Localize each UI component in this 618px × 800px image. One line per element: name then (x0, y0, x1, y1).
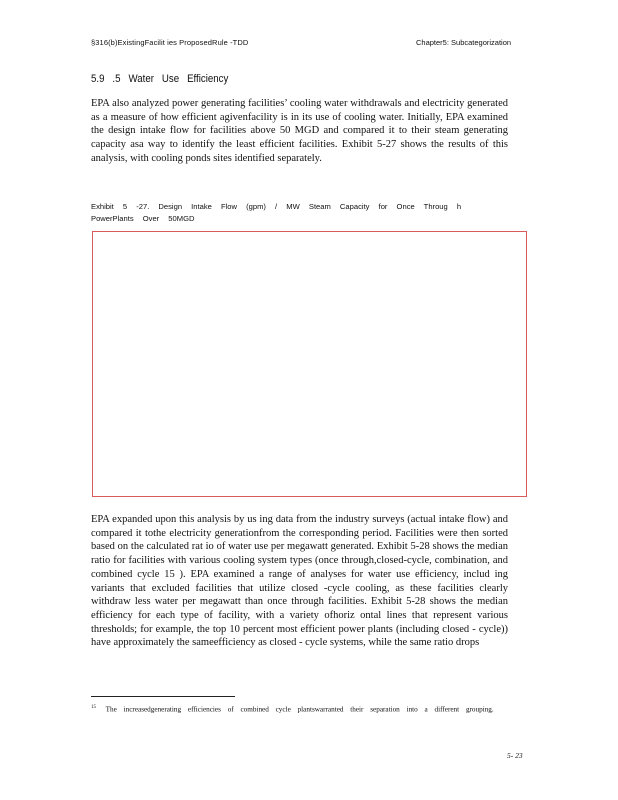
exhibit-title: Exhibit 5 -27. Design Intake Flow (gpm) / MW Steam Capacity for Once Throug h PowerPlants Over 50MGD (91, 202, 462, 223)
running-header-right: Chapter5: Subcategorization (416, 38, 512, 47)
footnote-divider (91, 696, 235, 697)
footnote-number: 15 (91, 705, 96, 710)
body-paragraph: EPA expanded upon this analysis by us ing data from the industry surveys (actual intake flow) and compared it tothe electricity generationfrom the corresponding period. Facilities were then sorted based on the calculated rat io of water use per megawatt generated. Exhibit 5-28 shows the median ratio for facilities with various cooling system types (once through,closed-cycle, combination, and combined cycle 15 ). EPA examined a range of analyses for water use efficiency, includ ing variants that excluded facilities that utilize closed -cycle cooling, as these facilities clearly withdraw less water per megawatt than once through facilities. Exhibit 5-28 shows the median efficiency for each type of facility, with a variety ofhoriz ontal lines that represent various thresholds; for example, the top 10 percent most efficient power plants (including closed - cycle)) have approximately the sameefficiency as closed - cycle systems, while the same ratio drops (91, 514, 508, 649)
section-heading: 5.9 .5 Water Use Efficiency (91, 73, 229, 85)
footnote (91, 702, 511, 715)
page-number: 5- 23 (507, 751, 523, 760)
exhibit-figure-placeholder (92, 231, 527, 497)
body-paragraph: EPA also analyzed power generating facilities’ cooling water withdrawals and electricity generated as a measure of how efficient agivenfacility is in its use of cooling water. Initially, EPA examined the design intake flow for facilities above 50 MGD and compared it to their steam generating capacity asa way to identify the least efficient facilities. Exhibit 5-27 shows the results of this analysis, with cooling ponds sites identified separately. (91, 98, 508, 164)
running-header-left: §316(b)ExistingFacilit ies ProposedRule -TDD (91, 38, 249, 47)
footnote-text: The increasedgenerating efficiencies of combined cycle plantswarranted their separation into a different grouping. (105, 705, 494, 714)
